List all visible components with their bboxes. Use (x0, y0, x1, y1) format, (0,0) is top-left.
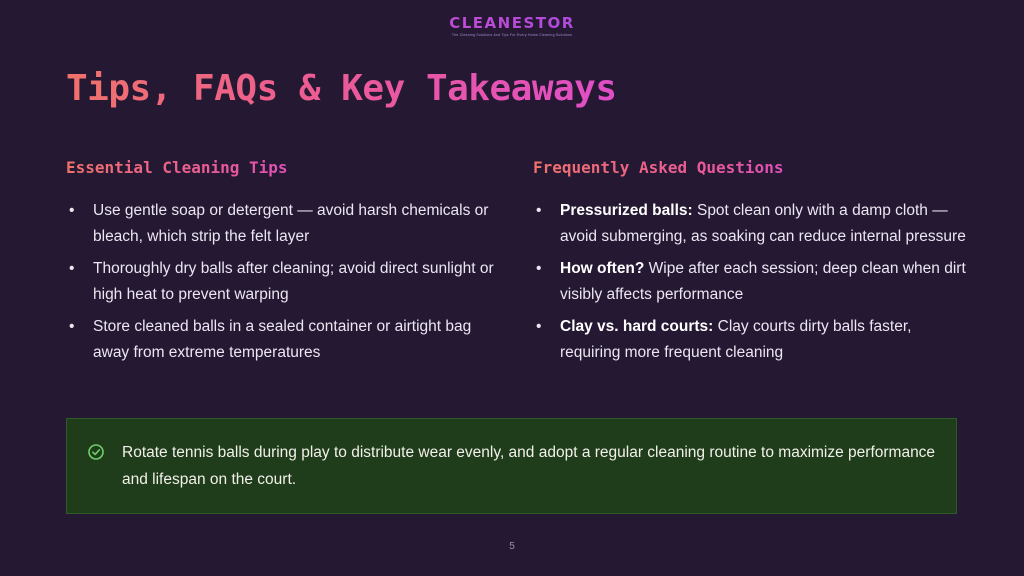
slide-title: Tips, FAQs & Key Takeaways (66, 68, 617, 109)
faq-question: Pressurized balls: (560, 202, 693, 219)
callout-text: Rotate tennis balls during play to distribute wear evenly, and adopt a regular cleaning routine to maximize performance and lifespan on the court. (122, 444, 936, 488)
faq-question: Clay vs. hard courts: (560, 318, 714, 335)
tips-list (66, 198, 496, 372)
brand-tagline: The Cleaning Solutions And Tips For Every Home Cleaning Solutions (451, 33, 573, 37)
bullet-icon: • (69, 318, 75, 335)
brand-name: CLEANESTOR (0, 14, 1024, 32)
brand-logo (0, 14, 1024, 37)
key-takeaway-callout (66, 418, 957, 514)
faq-list (533, 198, 973, 372)
faq-heading: Frequently Asked Questions (533, 158, 784, 177)
bullet-icon: • (536, 202, 542, 219)
list-item (66, 314, 496, 366)
tips-heading: Essential Cleaning Tips (66, 158, 288, 177)
faq-answer: Spot clean only with a damp cloth — avoid submerging, as soaking can reduce internal pressure (560, 202, 966, 245)
check-circle-icon (88, 444, 104, 460)
list-item (66, 198, 496, 250)
faq-answer: Wipe after each session; deep clean when dirt visibly affects performance (560, 260, 966, 303)
list-item (533, 198, 973, 250)
list-item (533, 256, 973, 308)
bullet-icon: • (69, 202, 75, 219)
faq-answer: Clay courts dirty balls faster, requiring more frequent cleaning (560, 318, 912, 361)
tip-text: Store cleaned balls in a sealed container or airtight bag away from extreme temperatures (93, 318, 472, 361)
faq-question: How often? (560, 260, 645, 277)
bullet-icon: • (536, 318, 542, 335)
list-item (533, 314, 973, 366)
bullet-icon: • (536, 260, 542, 277)
page-number: 5 (509, 541, 515, 552)
tip-text: Thoroughly dry balls after cleaning; avoid direct sunlight or high heat to prevent warping (93, 260, 494, 303)
list-item (66, 256, 496, 308)
tip-text: Use gentle soap or detergent — avoid harsh chemicals or bleach, which strip the felt layer (93, 202, 489, 245)
bullet-icon: • (69, 260, 75, 277)
